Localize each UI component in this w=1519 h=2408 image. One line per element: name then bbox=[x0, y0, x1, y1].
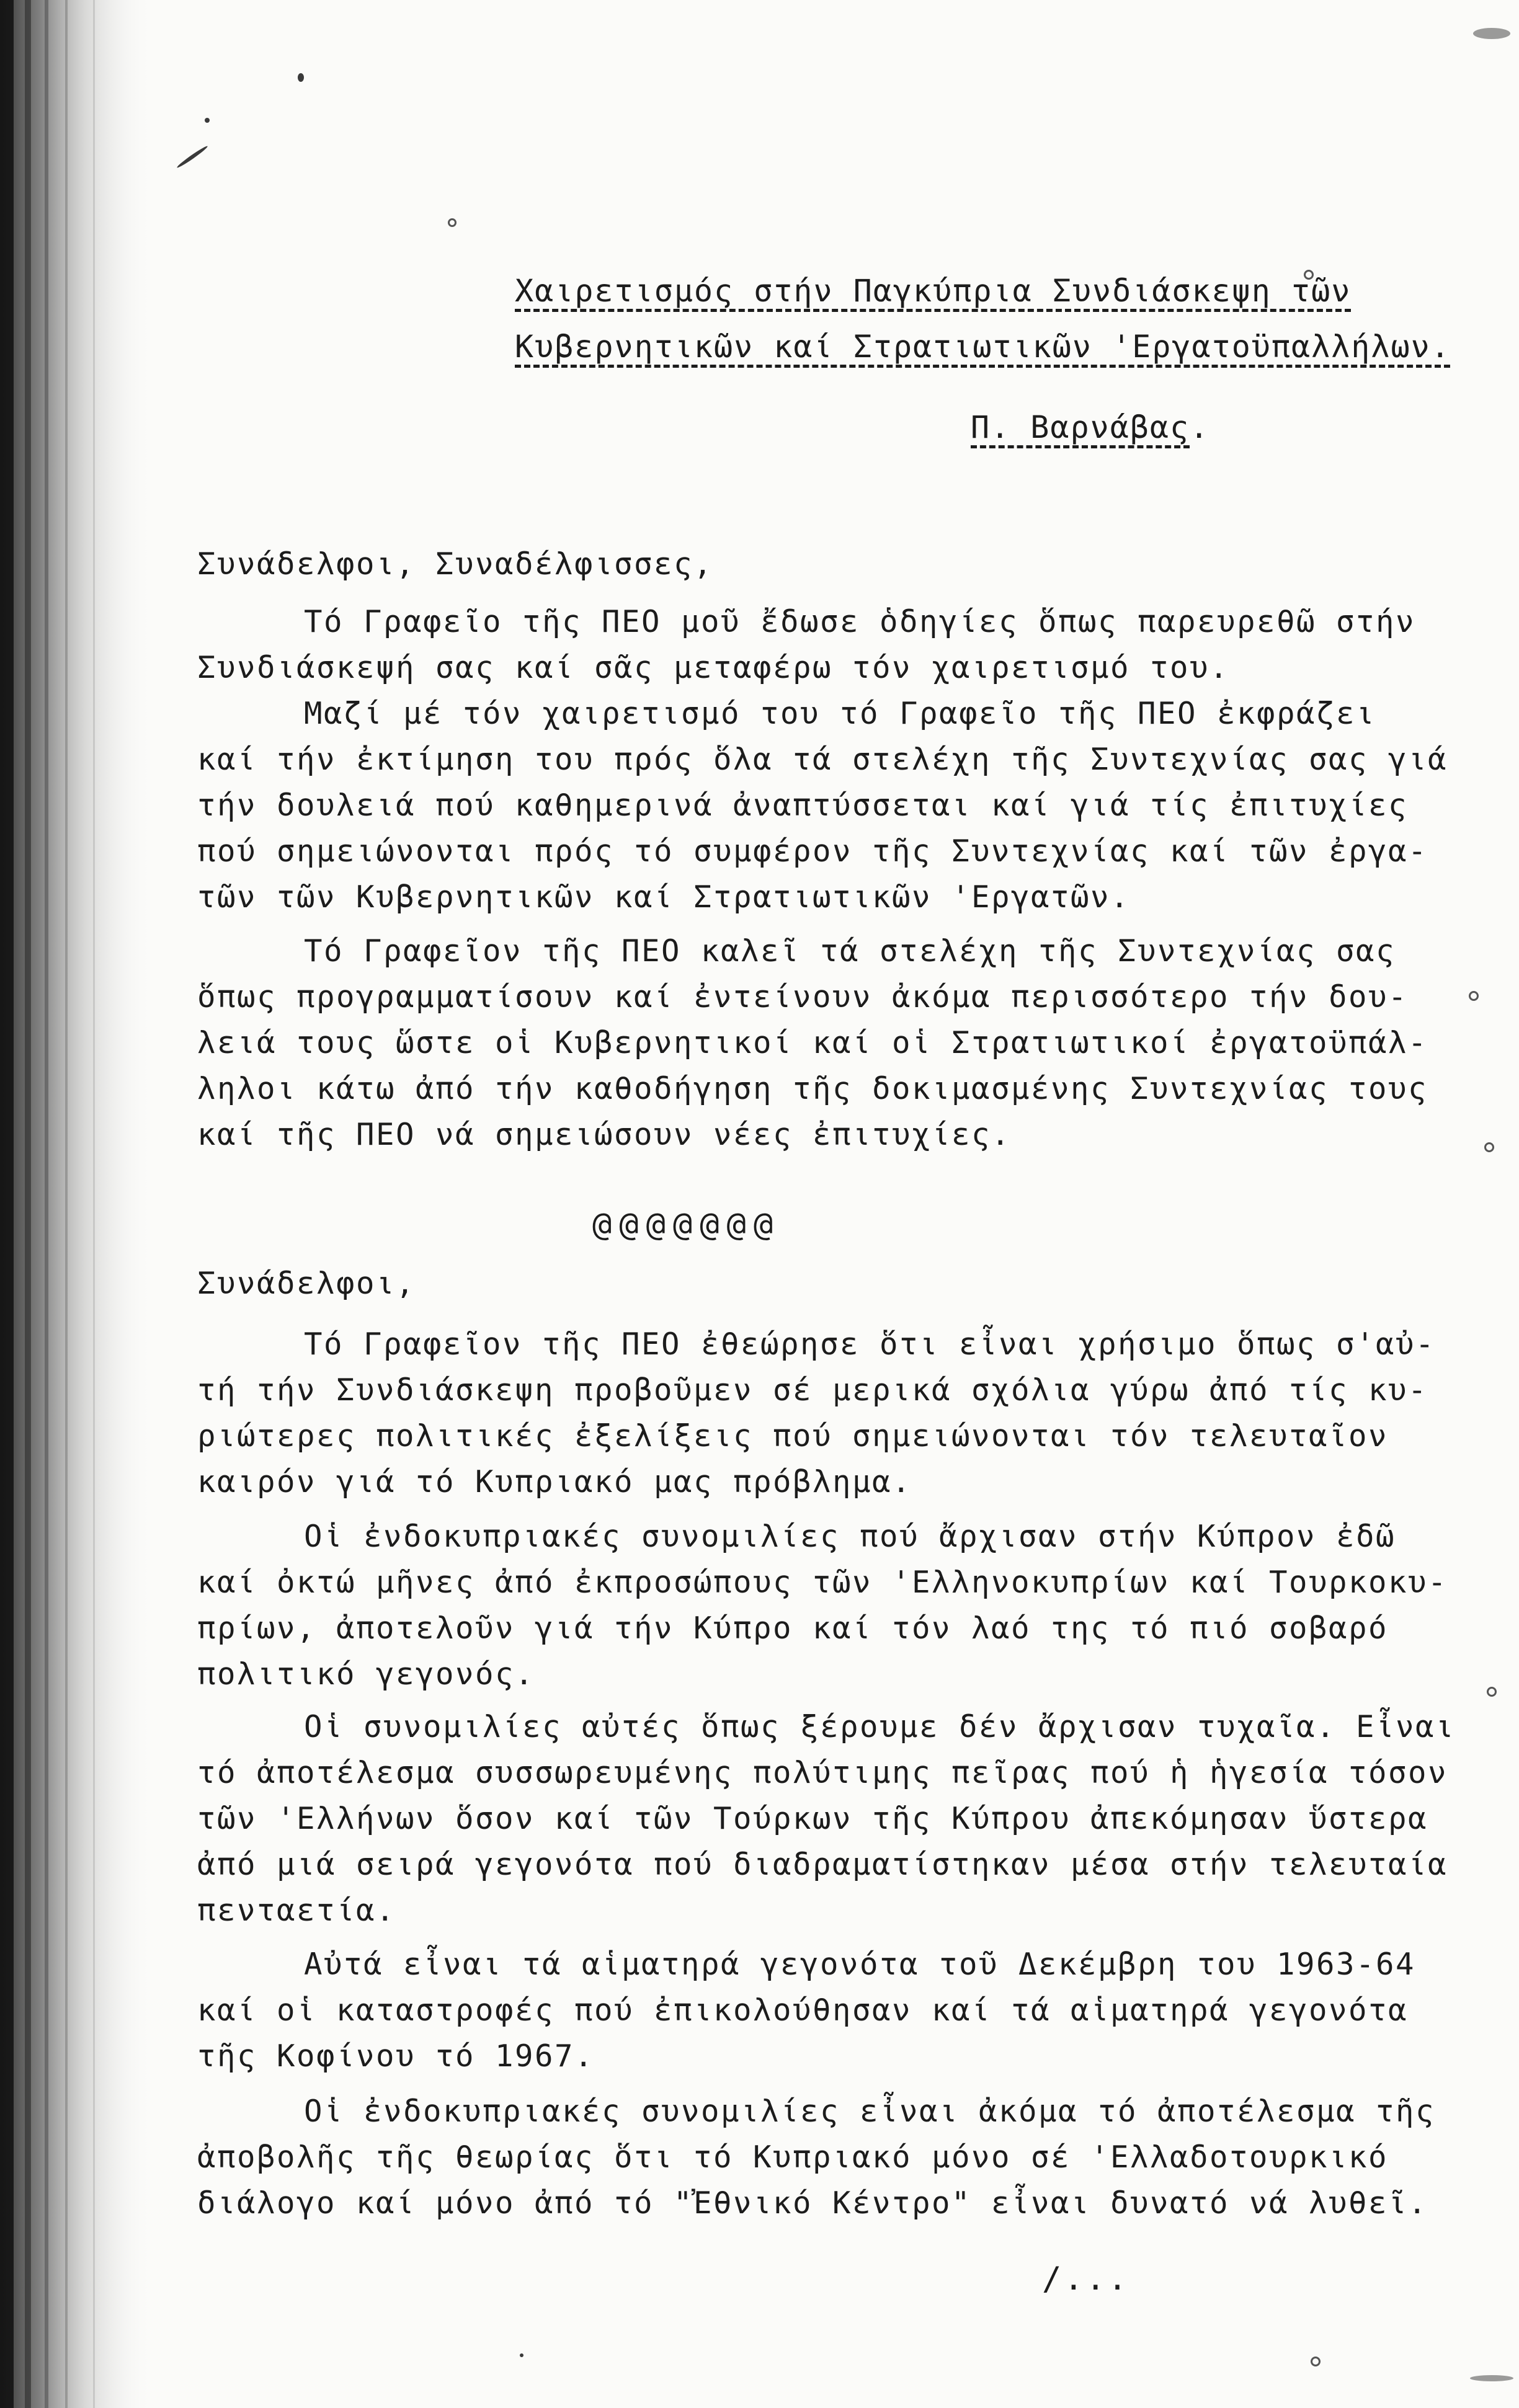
paragraph-line: Μαζί μέ τόν χαιρετισμό του τό Γραφεῖο τῆς ΠΕΟ ἐκφράζει bbox=[304, 696, 1376, 731]
scan-speck bbox=[1484, 1142, 1494, 1152]
scan-speck bbox=[448, 218, 457, 227]
paragraph-line: Τό Γραφεῖο τῆς ΠΕΟ μοῦ ἔδωσε ὁδηγίες ὅπως παρευρεθῶ στήν bbox=[304, 604, 1416, 639]
paragraph-line: Αὐτά εἶναι τά αἱματηρά γεγονότα τοῦ Δεκέμβρη του 1963-64 bbox=[304, 1947, 1416, 1982]
paragraph-line: τή τήν Συνδιάσκεψη προβοῦμεν σέ μερικά σχόλια γύρω ἀπό τίς κυ- bbox=[197, 1372, 1428, 1408]
scan-mark bbox=[1473, 28, 1510, 39]
paragraph-line: πενταετία. bbox=[197, 1893, 396, 1928]
author-line bbox=[971, 409, 1209, 445]
paragraph-line: Οἱ ἐνδοκυπριακές συνομιλίες πού ἄρχισαν στήν Κύπρον ἐδῶ bbox=[304, 1519, 1396, 1554]
paragraph-line: διάλογο καί μόνο ἀπό τό "Ἐθνικό Κέντρο" εἶναι δυνατό νά λυθεῖ. bbox=[197, 2185, 1428, 2221]
continuation-mark: /... bbox=[1042, 2260, 1130, 2298]
paragraph-line: ληλοι κάτω ἀπό τήν καθοδήγηση τῆς δοκιμασμένης Συντεχνίας τους bbox=[197, 1071, 1428, 1106]
paragraph-line: πού σημειώνονται πρός τό συμφέρον τῆς Συντεχνίας καί τῶν ἐργα- bbox=[197, 833, 1428, 869]
document-title-line-2: Κυβερνητικῶν καί Στρατιωτικῶν 'Εργατοϋπαλλήλων. bbox=[515, 329, 1451, 365]
scan-speck bbox=[298, 73, 304, 82]
paragraph-line: τήν δουλειά πού καθημερινά ἀναπτύσσεται καί γιά τίς ἐπιτυχίες bbox=[197, 788, 1409, 823]
paragraph-line: ριώτερες πολιτικές ἐξελίξεις πού σημειώνονται τόν τελευταῖον bbox=[197, 1418, 1389, 1454]
paragraph-line: τό ἀποτέλεσμα συσσωρευμένης πολύτιμης πεῖρας πού ἡ ἡγεσία τόσον bbox=[197, 1755, 1448, 1790]
paragraph-line: τῶν τῶν Κυβερνητικῶν καί Στρατιωτικῶν 'Εργατῶν. bbox=[197, 879, 1131, 915]
paragraph-line: λειά τους ὥστε οἱ Κυβερνητικοί καί οἱ Στρατιωτικοί ἐργατοϋπάλ- bbox=[197, 1025, 1428, 1060]
paragraph-line: Οἱ ἐνδοκυπριακές συνομιλίες εἶναι ἀκόμα τό ἀποτέλεσμα τῆς bbox=[304, 2094, 1436, 2129]
scan-speck bbox=[1469, 991, 1479, 1001]
paragraph-line: Οἱ συνομιλίες αὐτές ὅπως ξέρουμε δέν ἄρχισαν τυχαῖα. Εἶναι bbox=[304, 1709, 1456, 1744]
document-title-line-1: Χαιρετισμός στήν Παγκύπρια Συνδιάσκεψη τῶν bbox=[515, 273, 1352, 309]
salutation-1: Συνάδελφοι, Συναδέλφισσες, bbox=[197, 546, 714, 582]
author-name: Π. Βαρνάβας bbox=[971, 409, 1190, 445]
scan-mark bbox=[1470, 2375, 1513, 2381]
paragraph-line: ἀπό μιά σειρά γεγονότα πού διαδραματίστηκαν μέσα στήν τελευταία bbox=[197, 1847, 1448, 1882]
paragraph-line: καί τήν ἐκτίμηση του πρός ὅλα τά στελέχη τῆς Συντεχνίας σας γιά bbox=[197, 742, 1448, 777]
paragraph-line: ὅπως προγραμματίσουν καί ἐντείνουν ἀκόμα περισσότερο τήν δου- bbox=[197, 979, 1409, 1015]
paragraph-line: καιρόν γιά τό Κυπριακό μας πρόβλημα. bbox=[197, 1464, 912, 1499]
paragraph-line: Τό Γραφεῖον τῆς ΠΕΟ ἐθεώρησε ὅτι εἶναι χρήσιμο ὅπως σ'αὐ- bbox=[304, 1326, 1436, 1362]
paragraph-line: καί οἱ καταστροφές πού ἐπικολούθησαν καί τά αἱματηρά γεγονότα bbox=[197, 1993, 1409, 2028]
paragraph-line: πρίων, ἀποτελοῦν γιά τήν Κύπρο καί τόν λαό της τό πιό σοβαρό bbox=[197, 1611, 1389, 1646]
scan-edge-shadow bbox=[0, 0, 155, 2408]
scan-mark bbox=[176, 144, 209, 169]
salutation-2: Συνάδελφοι, bbox=[197, 1266, 416, 1301]
paragraph-line: καί ὀκτώ μῆνες ἀπό ἐκπροσώπους τῶν 'Ελληνοκυπρίων καί Τουρκοκυ- bbox=[197, 1565, 1448, 1600]
paragraph-line: τῶν 'Ελλήνων ὅσον καί τῶν Τούρκων τῆς Κύπρου ἀπεκόμησαν ὕστερα bbox=[197, 1801, 1428, 1836]
paragraph-line: Τό Γραφεῖον τῆς ΠΕΟ καλεῖ τά στελέχη τῆς Συντεχνίας σας bbox=[304, 933, 1396, 969]
scan-speck bbox=[520, 2353, 523, 2357]
paragraph-line: καί τῆς ΠΕΟ νά σημειώσουν νέες ἐπιτυχίες. bbox=[197, 1117, 1012, 1152]
scan-speck bbox=[205, 118, 210, 123]
paragraph-line: πολιτικό γεγονός. bbox=[197, 1656, 535, 1692]
author-suffix: . bbox=[1190, 409, 1210, 445]
paragraph-line: ἀποβολῆς τῆς θεωρίας ὅτι τό Κυπριακό μόνο σέ 'Ελλαδοτουρκικό bbox=[197, 2139, 1389, 2175]
paragraph-line: τῆς Κοφίνου τό 1967. bbox=[197, 2038, 595, 2074]
paragraph-line: Συνδιάσκεψή σας καί σᾶς μεταφέρω τόν χαιρετισμό του. bbox=[197, 650, 1230, 685]
scan-speck bbox=[1487, 1687, 1497, 1697]
scan-speck bbox=[1311, 2357, 1321, 2366]
section-separator: @@@@@@@ bbox=[592, 1206, 781, 1243]
